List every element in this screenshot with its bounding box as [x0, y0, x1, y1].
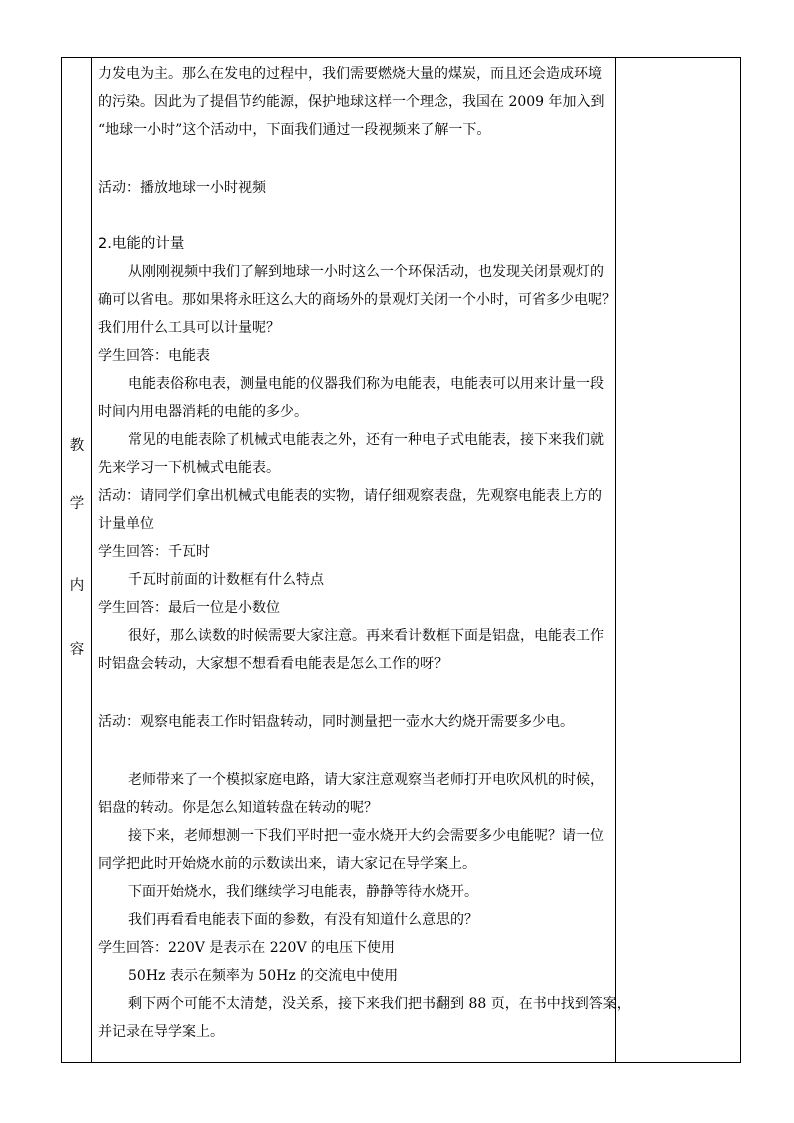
- section-label-char: 容: [69, 642, 85, 658]
- section-label-char: 教: [69, 438, 85, 454]
- content-line: 计量单位: [98, 516, 154, 532]
- content-line: 铝盘的转动。你是怎么知道转盘在转动的呢？: [98, 800, 378, 816]
- content-line: 时铝盘会转动，大家想不想看看电能表是怎么工作的呀？: [98, 656, 448, 672]
- content-line: 学生回答：最后一位是小数位: [98, 600, 280, 616]
- content-line: 我们再看看电能表下面的参数，有没有知道什么意思的？: [128, 912, 478, 928]
- notes-column: [616, 58, 740, 1062]
- content-line: 并记录在导学案上。: [98, 1024, 224, 1040]
- content-line: 接下来，老师想测一下我们平时把一壶水烧开大约会需要多少电能呢？请一位: [128, 828, 604, 844]
- content-line: 我们用什么工具可以计量呢？: [98, 320, 280, 336]
- section-label-column: [62, 58, 92, 1062]
- content-line: 下面开始烧水，我们继续学习电能表，静静等待水烧开。: [128, 884, 478, 900]
- lesson-table: [61, 57, 741, 1063]
- content-line: 很好，那么读数的时候需要大家注意。再来看计数框下面是铝盘，电能表工作: [128, 628, 604, 644]
- content-line: 50Hz 表示在频率为 50Hz 的交流电中使用: [128, 968, 399, 984]
- content-line: 先来学习一下机械式电能表。: [98, 460, 280, 476]
- content-line: 学生回答：220V 是表示在 220V 的电压下使用: [98, 940, 396, 956]
- content-line: 同学把此时开始烧水前的示数读出来，请大家记在导学案上。: [98, 856, 476, 872]
- content-line: 学生回答：千瓦时: [98, 544, 210, 560]
- content-line: 常见的电能表除了机械式电能表之外，还有一种电子式电能表，接下来我们就: [128, 432, 604, 448]
- content-line: 活动：播放地球一小时视频: [98, 180, 266, 196]
- section-heading: 2.电能的计量: [98, 236, 185, 252]
- content-line: 活动：请同学们拿出机械式电能表的实物，请仔细观察表盘，先观察电能表上方的: [98, 488, 602, 504]
- section-label-char: 学: [69, 496, 85, 512]
- section-label-char: 内: [69, 578, 85, 594]
- content-line: 时间内用电器消耗的电能的多少。: [98, 404, 308, 420]
- content-line: 力发电为主。那么在发电的过程中，我们需要燃烧大量的煤炭，而且还会造成环境: [98, 66, 602, 82]
- content-line: 从刚刚视频中我们了解到地球一小时这么一个环保活动，也发现关闭景观灯的: [128, 264, 604, 280]
- content-line: 剩下两个可能不太清楚，没关系，接下来我们把书翻到 88 页，在书中找到答案，: [128, 996, 631, 1012]
- content-line: 确可以省电。那如果将永旺这么大的商场外的景观灯关闭一个小时，可省多少电呢？: [98, 292, 616, 308]
- content-line: “地球一小时”这个活动中，下面我们通过一段视频来了解一下。: [98, 122, 491, 138]
- content-line: 千瓦时前面的计数框有什么特点: [128, 572, 324, 588]
- content-line: 活动：观察电能表工作时铝盘转动，同时测量把一壶水大约烧开需要多少电。: [98, 714, 574, 730]
- content-line: 老师带来了一个模拟家庭电路，请大家注意观察当老师打开电吹风机的时候，: [128, 772, 604, 788]
- content-line: 的污染。因此为了提倡节约能源，保护地球这样一个理念，我国在 2009 年加入到: [98, 94, 605, 110]
- content-line: 电能表俗称电表，测量电能的仪器我们称为电能表，电能表可以用来计量一段: [128, 376, 604, 392]
- content-line: 学生回答：电能表: [98, 348, 210, 364]
